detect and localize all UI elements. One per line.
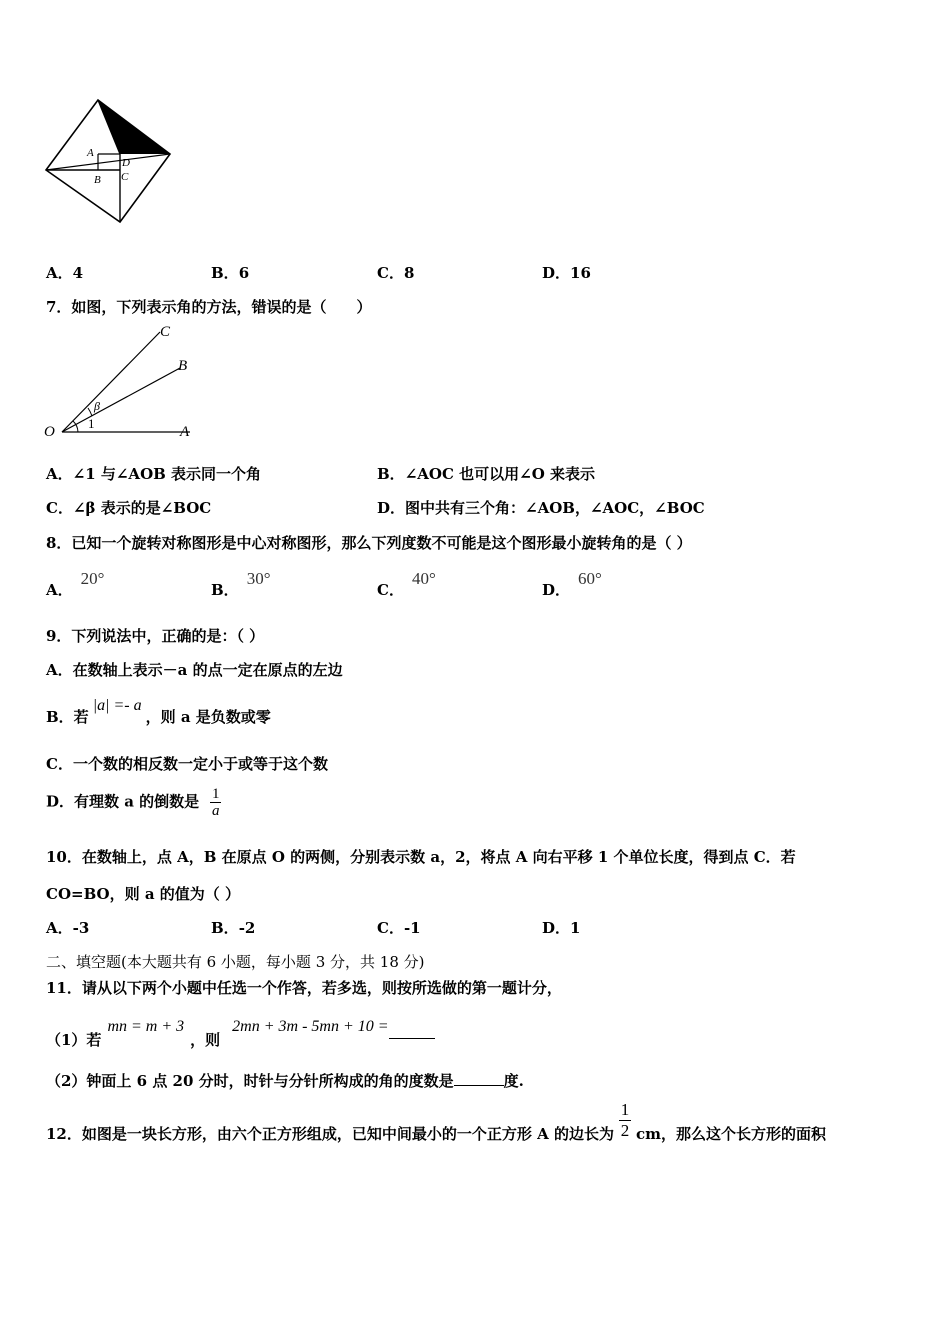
q7-label-one: 1 xyxy=(88,416,95,431)
q10-option-d: D．1 xyxy=(542,919,581,937)
q8-stem: 8．已知一个旋转对称图形是中心对称图形，那么下列度数不可能是这个图形最小旋转角的是（ ） xyxy=(46,534,692,552)
q7-option-a: A．∠1 与∠AOB 表示同一个角 xyxy=(46,465,262,483)
q7-option-c: C．∠β 表示的是∠BOC xyxy=(46,499,212,517)
q6-diagram xyxy=(42,96,177,228)
q7-stem: 7．如图，下列表示角的方法，错误的是（ ） xyxy=(46,298,372,316)
q7-label-beta: β xyxy=(94,399,100,413)
q6-point-b: B xyxy=(94,174,101,186)
q6-fig-label: 图(c) xyxy=(128,111,145,120)
q11-stem: 11．请从以下两个小题中任选一个作答，若多选，则按所选做的第一题计分， xyxy=(46,979,562,997)
q6-point-a: A xyxy=(87,147,94,159)
q7-label-o: O xyxy=(44,424,55,440)
q6-option-c: C．8 xyxy=(377,264,415,282)
q11-part1-answer-blank[interactable] xyxy=(389,1016,435,1039)
q12-stem: 12．如图是一块长方形，由六个正方形组成，已知中间最小的一个正方形 A 的边长为 $\frac{1}{2}$ cm，那么这个长方形的面积 xyxy=(46,1100,827,1143)
q9-option-b: B．若|a| =- a，则 a 是负数或零 xyxy=(46,697,271,726)
q6-figure xyxy=(42,96,177,228)
q10-option-c: C．-1 xyxy=(377,919,421,937)
q10-line1: 10．在数轴上，点 A，B 在原点 O 的两侧，分别表示数 a，2，将点 A 向右平移 1 个单位长度，得到点 C．若 xyxy=(46,848,796,866)
q7-angle-diagram xyxy=(42,320,202,442)
q6-option-d: D．16 xyxy=(542,264,591,282)
q6-point-d: D xyxy=(122,157,130,169)
section2-heading: 二、填空题(本大题共有 6 小题，每小题 3 分，共 18 分) xyxy=(46,953,425,971)
q11-part2: （2）钟面上 6 点 20 分时，时针与分针所构成的角的度数是 度. xyxy=(46,1069,524,1091)
q9-option-c: C．一个数的相反数一定小于或等于这个数 xyxy=(46,755,328,773)
q8-option-c: C．40° xyxy=(377,569,436,599)
q7-option-d: D．图中共有三个角：∠AOB，∠AOC，∠BOC xyxy=(377,499,705,517)
q8-option-d: D．60° xyxy=(542,569,602,599)
q6-option-a: A．4 xyxy=(46,264,84,282)
q6-option-b: B．6 xyxy=(211,264,250,282)
q10-option-a: A．-3 xyxy=(46,919,90,937)
q6-point-c: C xyxy=(121,171,129,183)
q7-label-b: B xyxy=(178,358,188,374)
q7-label-c: C xyxy=(160,324,171,340)
q11-part1: （1）若mn = m + 3，则2mn + 3m - 5mn + 10 = xyxy=(46,1008,435,1036)
q7-figure xyxy=(42,320,202,442)
q8-option-b: B．30° xyxy=(211,569,271,599)
q10-option-b: B．-2 xyxy=(211,919,256,937)
q12-side-fraction: $\frac{1}{2}$ xyxy=(620,1100,630,1140)
q7-option-b: B．∠AOC 也可以用∠O 来表示 xyxy=(377,465,595,483)
q7-label-a: A xyxy=(180,424,190,440)
q9-option-a: A．在数轴上表示－a 的点一定在原点的左边 xyxy=(46,661,343,679)
q10-line2: CO=BO，则 a 的值为（ ） xyxy=(46,885,240,903)
q9-reciprocal-fraction: $\frac{1}{a}$ xyxy=(211,786,220,819)
q11-part2-answer-blank[interactable] xyxy=(454,1069,504,1086)
q8-option-a: A．20° xyxy=(46,569,105,599)
q9-option-d: D．有理数 a 的倒数是 $\frac{1}{a}$ xyxy=(46,786,220,819)
q9-stem: 9．下列说法中，正确的是：（ ） xyxy=(46,627,265,645)
